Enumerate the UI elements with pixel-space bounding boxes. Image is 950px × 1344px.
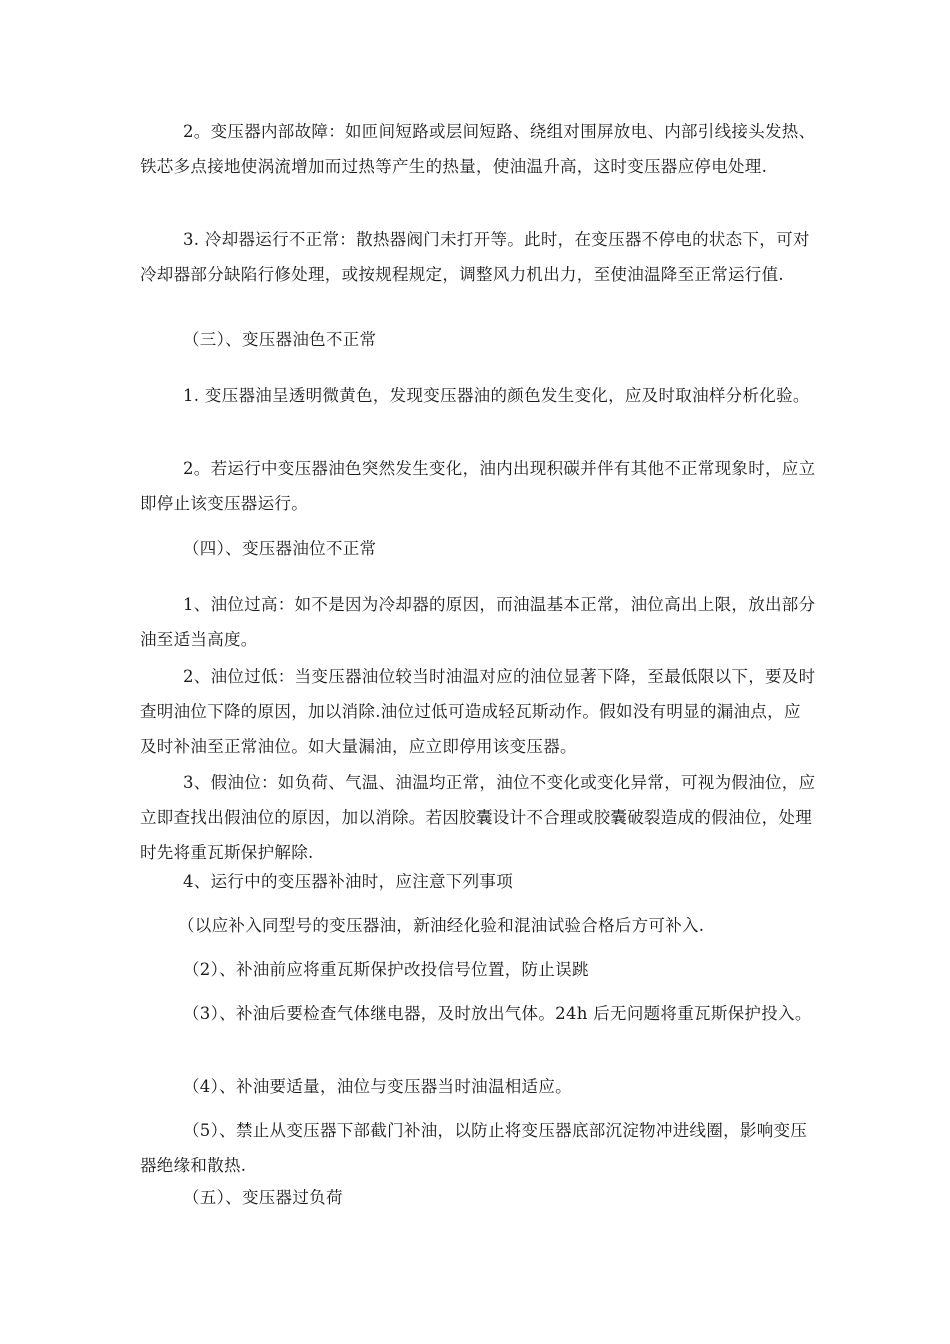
paragraph-oil-level-low: 2、油位过低：当变压器油位较当时油温对应的油位显著下降，至最低限以下，要及时查明油位下降的原因，加以消除.油位过低可造成轻瓦斯动作。假如没有明显的漏油点，应及时补油至正常油位。如大量漏油，应立即停用该变压器。 xyxy=(140,667,816,756)
paragraph-false-oil-level: 3、假油位：如负荷、气温、油温均正常，油位不变化或变化异常，可视为假油位，应立即查找出假油位的原因，加以消除。若因胶囊设计不合理或胶囊破裂造成的假油位，处理时先将重瓦斯保护解除. xyxy=(140,773,816,862)
paragraph-refill-item-3: （3）、补油后要检查气体继电器，及时放出气体。24h 后无问题将重瓦斯保护投入。 xyxy=(183,1004,812,1023)
paragraph-oil-level-high: 1、油位过高：如不是因为冷却器的原因，而油温基本正常，油位高出上限，放出部分油至适当高度。 xyxy=(140,595,816,649)
paragraph-refill-item-5: （5）、禁止从变压器下部截门补油，以防止将变压器底部沉淀物冲进线圈，影响变压器绝缘和散热. xyxy=(140,1121,808,1175)
paragraph-refill-item-4: （4）、补油要适量，油位与变压器当时油温相适应。 xyxy=(183,1077,572,1096)
heading-oil-level-abnormal: （四）、变压器油位不正常 xyxy=(183,539,377,558)
paragraph-oil-color-check: 1. 变压器油呈透明微黄色，发现变压器油的颜色发生变化，应及时取油样分析化验。 xyxy=(183,386,810,405)
paragraph-oil-refill-notes: 4、运行中的变压器补油时，应注意下列事项 xyxy=(183,872,513,891)
paragraph-oil-color-sudden-change: 2。若运行中变压器油色突然发生变化，油内出现积碳并伴有其他不正常现象时，应立即停止该变压器运行。 xyxy=(140,459,816,513)
heading-transformer-overload: （五）、变压器过负荷 xyxy=(183,1188,343,1207)
paragraph-refill-item-1: （以应补入同型号的变压器油，新油经化验和混油试验合格后方可补入. xyxy=(178,916,705,935)
paragraph-internal-fault: 2。变压器内部故障：如匝间短路或层间短路、绕组对围屏放电、内部引线接头发热、铁芯多点接地使涡流增加而过热等产生的热量，使油温升高，这时变压器应停电处理. xyxy=(140,122,816,176)
paragraph-cooler-abnormal: 3. 冷却器运行不正常：散热器阀门未打开等。此时，在变压器不停电的状态下，可对冷却器部分缺陷行修处理，或按规程规定，调整风力机出力，至使油温降至正常运行值. xyxy=(140,230,810,284)
paragraph-refill-item-2: （2）、补油前应将重瓦斯保护改投信号位置，防止误跳 xyxy=(183,960,589,979)
heading-oil-color-abnormal: （三）、变压器油色不正常 xyxy=(183,330,377,349)
